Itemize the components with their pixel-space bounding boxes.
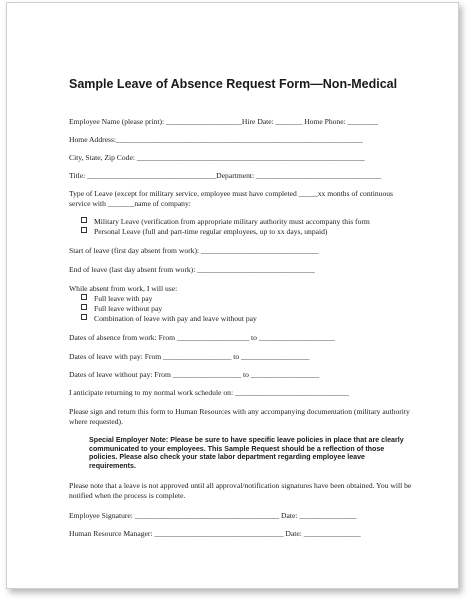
dates-without-pay-line: Dates of leave without pay: From __________________ to __________________ xyxy=(69,370,320,379)
pay-option-label: Full leave with pay xyxy=(94,294,153,303)
leave-option-label: Military Leave (verification from appropriate military authority must accompany this form xyxy=(94,217,370,226)
dates-of-absence-line: Dates of absence from work: From ___________________ to ____________________ xyxy=(69,333,335,342)
checkbox-icon xyxy=(81,314,87,320)
pay-option-full-without-pay xyxy=(81,304,162,314)
checkbox-icon xyxy=(81,294,87,300)
home-address-line: Home Address:_________________________________________________________________ xyxy=(69,135,363,144)
leave-option-military xyxy=(81,217,370,227)
leave-option-label: Personal Leave (full and part-time regular employees, up to xx days, unpaid) xyxy=(94,227,328,236)
type-of-leave-text: Type of Leave (except for military service, employee must have completed _____xx months of continuous service with _______name of company: xyxy=(69,189,394,208)
start-of-leave-line: Start of leave (first day absent from work): _______________________________ xyxy=(69,246,319,255)
returning-date-line: I anticipate returning to my normal work schedule on: ______________________________ xyxy=(69,388,349,397)
sign-and-return-text: Please sign and return this form to Human Resources with any accompanying documentation (military authority where requested). xyxy=(69,407,410,426)
employee-signature-line: Employee Signature: ______________________________________ Date: _______________ xyxy=(69,511,357,520)
pay-option-combination xyxy=(81,314,257,324)
employee-name-line: Employee Name (please print): ____________________Hire Date: _______ Home Phone: ________ xyxy=(69,117,378,126)
checkbox-icon xyxy=(81,304,87,310)
special-employer-note: Special Employer Note: Please be sure to have specific leave policies in place that are clearly communicated to your employees. This Sample Request should be a reflection of those policies. Please also check your state labor department regarding employee leave requirements. xyxy=(89,436,404,470)
title-department-line: Title: __________________________________Department: _________________________________ xyxy=(69,171,382,180)
pay-option-label: Full leave without pay xyxy=(94,304,163,313)
document-page xyxy=(6,2,459,589)
approval-note-text: Please note that a leave is not approved until all approval/notification signatures have been obtained. You will be notified when the process is complete. xyxy=(69,481,412,500)
form-title: Sample Leave of Absence Request Form—Non-Medical xyxy=(69,77,398,91)
dates-with-pay-line: Dates of leave with pay: From __________________ to __________________ xyxy=(69,352,310,361)
pay-option-label: Combination of leave with pay and leave without pay xyxy=(94,314,257,323)
pay-option-full-with-pay xyxy=(81,294,152,304)
hr-manager-signature-line: Human Resource Manager: __________________________________ Date: _______________ xyxy=(69,529,361,538)
end-of-leave-line: End of leave (last day absent from work): _______________________________ xyxy=(69,265,315,274)
while-absent-text: While absent from work, I will use: xyxy=(69,284,178,293)
leave-option-personal xyxy=(81,227,327,237)
city-state-zip-line: City, State, Zip Code: ____________________________________________________________ xyxy=(69,153,365,162)
checkbox-icon xyxy=(81,217,87,223)
checkbox-icon xyxy=(81,227,87,233)
